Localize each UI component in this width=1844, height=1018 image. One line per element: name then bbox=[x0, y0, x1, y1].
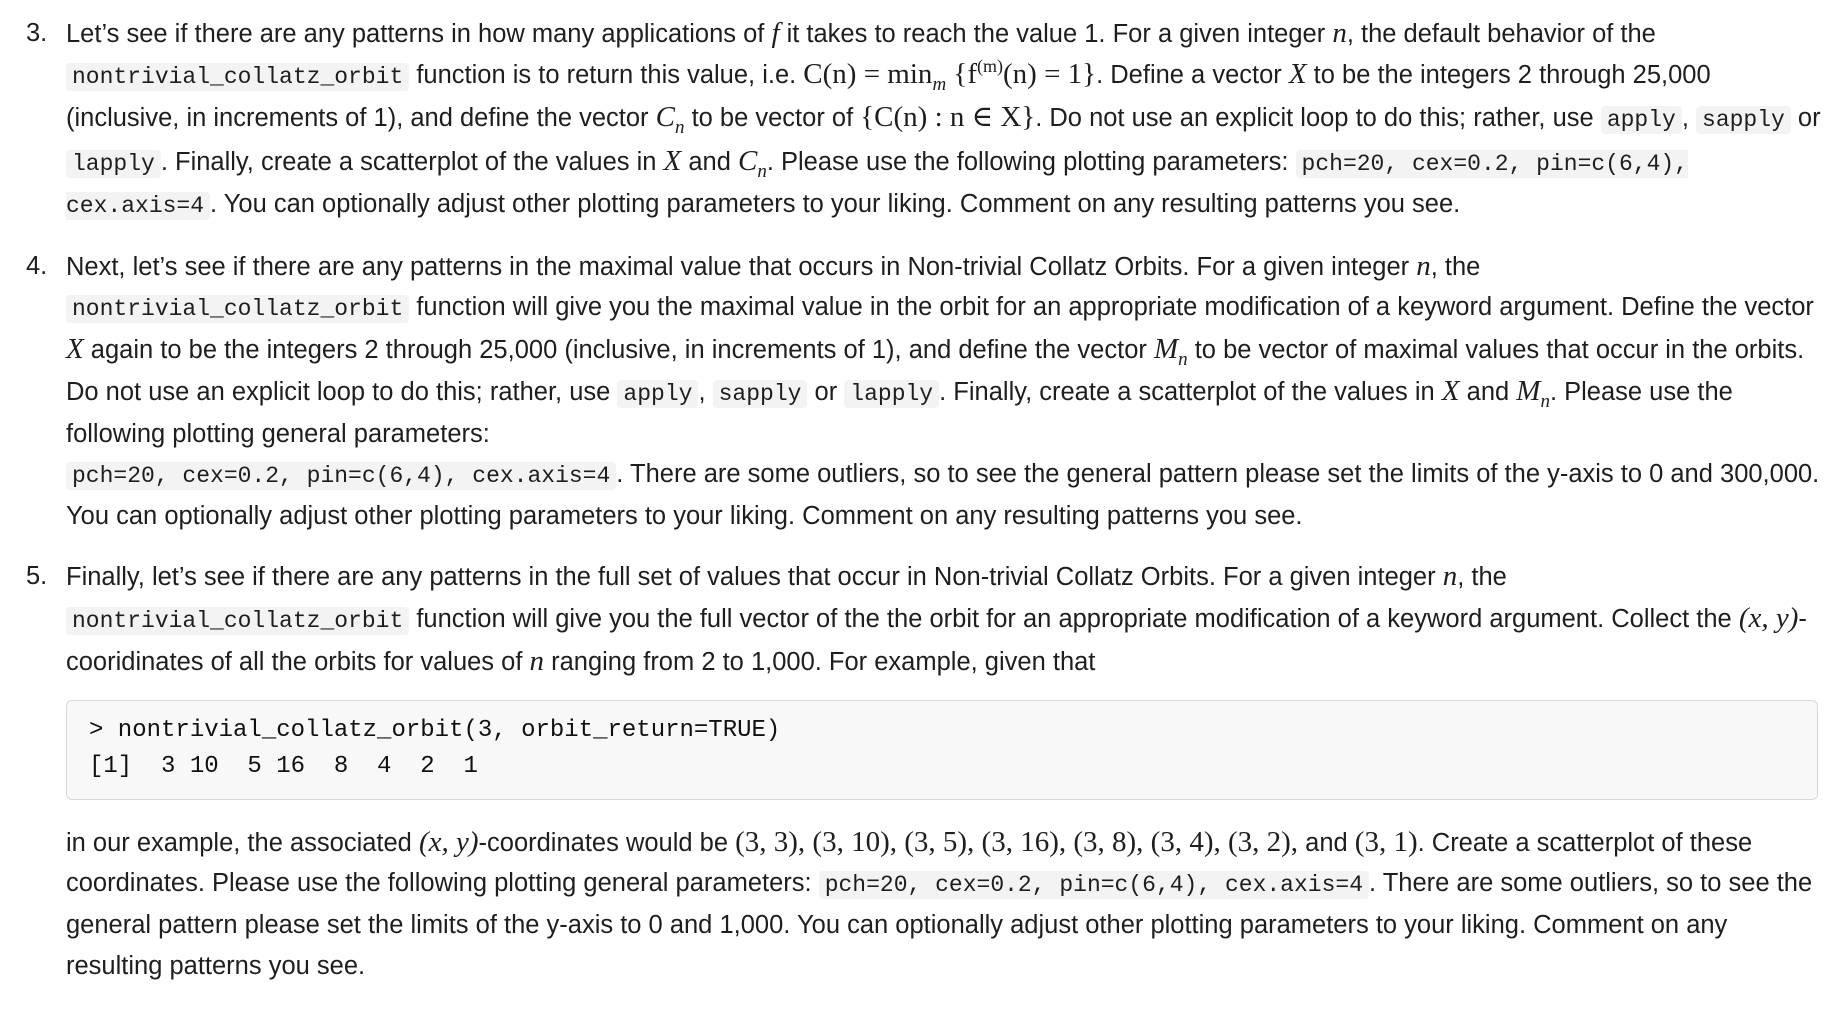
function-name-code: nontrivial_collatz_orbit bbox=[66, 295, 409, 323]
exercise-item-3 bbox=[26, 13, 1826, 226]
function-name-code: nontrivial_collatz_orbit bbox=[66, 63, 409, 91]
apply-code: apply bbox=[617, 380, 698, 408]
item-number: 3. bbox=[26, 19, 48, 47]
apply-code: apply bbox=[1601, 106, 1682, 134]
plot-params-code: pch=20, cex=0.2, pin=c(6,4), cex.axis=4 bbox=[66, 150, 1688, 219]
item-5-text-a: Finally, let’s see if there are any patterns in the full set of values that occur in Non-trivial Collatz Orbits. For a given integer n, the nontrivial_collatz_orbit function will give you the full vector of the the orbit for an appropriate modification of a keyword argument. Collect the (x, y)-cooridinates of all the orbits for values of n ranging from 2 to 1,000. For example, given that bbox=[66, 560, 1807, 677]
code-example-block bbox=[66, 700, 1818, 800]
set-expression: {C(n) : n ∈ X} bbox=[860, 101, 1036, 134]
exercise-list bbox=[26, 13, 1826, 986]
coordinate-list: (3, 3), (3, 10), (3, 5), (3, 16), (3, 8), (3, 4), (3, 2), bbox=[735, 826, 1299, 859]
exercise-item-4 bbox=[26, 246, 1826, 536]
exercise-item-5 bbox=[26, 556, 1826, 985]
function-name-code: nontrivial_collatz_orbit bbox=[66, 607, 409, 635]
code-line-command: > nontrivial_collatz_orbit(3, orbit_return=TRUE) bbox=[89, 717, 781, 745]
lapply-code: lapply bbox=[66, 150, 161, 178]
item-3-text: Let’s see if there are any patterns in how many applications of f it takes to reach the value 1. For a given integer n, the default behavior of the nontrivial_collatz_orbit function is to return this value, i.e. $C(n) = \min_m \{f^{(m)}(n) = 1\}$. Define a vector X to be the integers 2 through 25,000 (inclusive, in increments of 1), and define the vector $C_n$ to be vector of {C(n) : n ∈ X}. Do not use an explicit loop to do this; rather, use apply , sapply or lapply . Finally, create a scatterplot of the values in X and $C_n$. Please use the following plotting parameters: pch=20, cex=0.2, pin=c(6,4), cex.axis=4 . You can optionally adjust other plotting parameters to your liking. Comment on any resulting patterns you see. bbox=[66, 17, 1821, 219]
lapply-code: lapply bbox=[844, 380, 939, 408]
sapply-code: sapply bbox=[713, 380, 808, 408]
plot-params-code: pch=20, cex=0.2, pin=c(6,4), cex.axis=4 bbox=[66, 462, 616, 490]
item-5-text-b: in our example, the associated (x, y)-coordinates would be (3, 3), (3, 10), (3, 5), (3, 16), (3, 8), (3, 4), (3, 2), and (3, 1). Create a scatterplot of these coordinates. Please use the following plotting general parameters: pch=20, cex=0.2, pin=c(6,4), cex.axis=4 . There are some outliers, so to see the general pattern please set the limits of the y-axis to 0 and 1,000. You can optionally adjust other plotting parameters to your liking. Comment on any resulting patterns you see. bbox=[66, 826, 1813, 980]
item-number: 5. bbox=[26, 562, 48, 591]
sapply-code: sapply bbox=[1696, 106, 1791, 134]
formula: $C(n) = \min_m \{f^{(m)}(n) = 1\}$ bbox=[803, 56, 1097, 96]
code-line-output: [1] 3 10 5 16 8 4 2 1 bbox=[89, 753, 478, 781]
item-4-text: Next, let’s see if there are any patterns in the maximal value that occurs in Non-trivial Collatz Orbits. For a given integer n, the nontrivial_collatz_orbit function will give you the maximal value in the orbit for an appropriate modification of a keyword argument. Define the vector X again to be the integers 2 through 25,000 (inclusive, in increments of 1), and define the vector $M_n$ to be vector of maximal values that occur in the orbits. Do not use an explicit loop to do this; rather, use apply , sapply or lapply . Finally, create a scatterplot of the values in X and $M_n$. Please use the following plotting general parameters: pch=20, cex=0.2, pin=c(6,4), cex.axis=4 . There are some outliers, so to see the general pattern please set the limits of the y-axis to 0 and 300,000. You can optionally adjust other plotting parameters to your liking. Comment on any resulting patterns you see. bbox=[66, 250, 1820, 531]
item-number: 4. bbox=[26, 252, 48, 281]
plot-params-code: pch=20, cex=0.2, pin=c(6,4), cex.axis=4 bbox=[819, 871, 1369, 899]
